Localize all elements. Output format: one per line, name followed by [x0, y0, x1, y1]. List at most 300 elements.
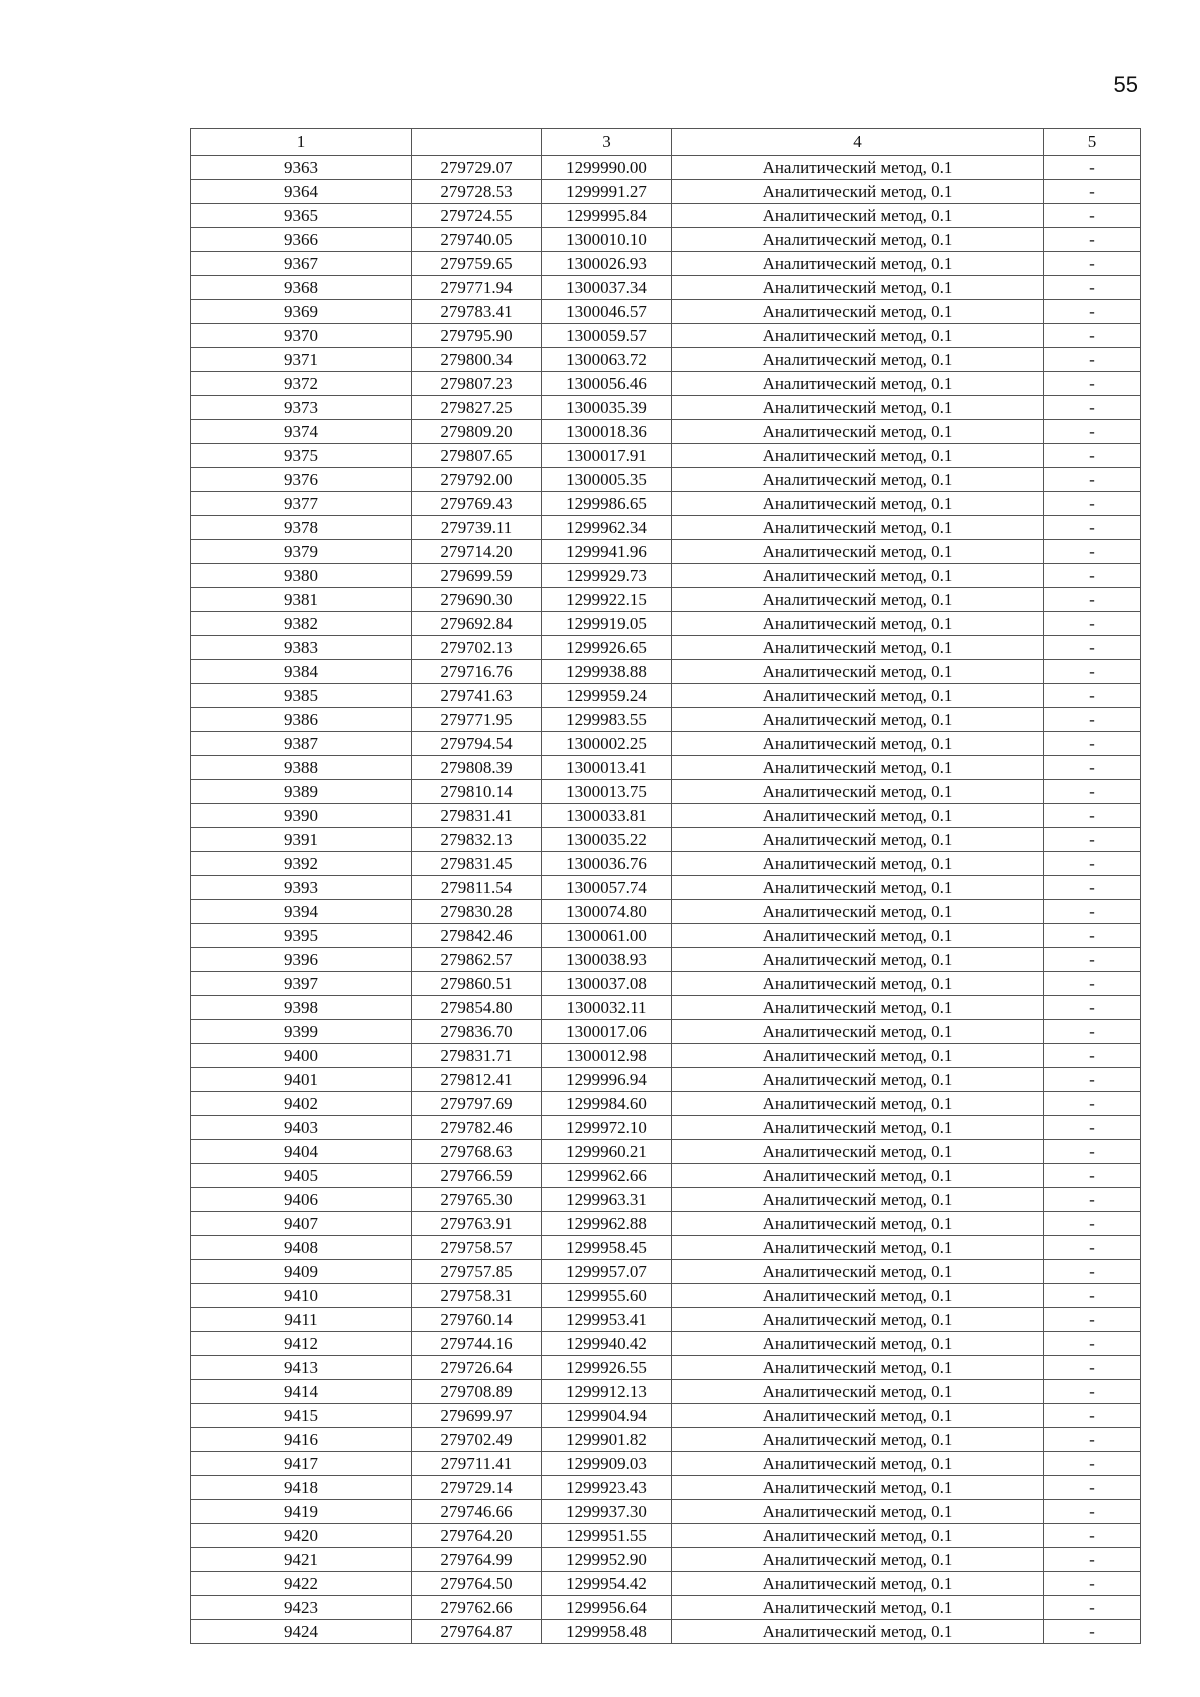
x-coordinate-cell: 279763.91 [412, 1212, 542, 1236]
method-cell: Аналитический метод, 0.1 [672, 1380, 1044, 1404]
note-cell: - [1044, 612, 1141, 636]
y-coordinate-cell: 1299960.21 [542, 1140, 672, 1164]
method-cell: Аналитический метод, 0.1 [672, 252, 1044, 276]
note-cell: - [1044, 540, 1141, 564]
x-coordinate-cell: 279807.65 [412, 444, 542, 468]
point-number-cell: 9377 [191, 492, 412, 516]
y-coordinate-cell: 1299909.03 [542, 1452, 672, 1476]
point-number-cell: 9382 [191, 612, 412, 636]
table-row [191, 492, 1141, 516]
table-row [191, 876, 1141, 900]
method-cell: Аналитический метод, 0.1 [672, 1308, 1044, 1332]
x-coordinate-cell: 279809.20 [412, 420, 542, 444]
y-coordinate-cell: 1300059.57 [542, 324, 672, 348]
x-coordinate-cell: 279692.84 [412, 612, 542, 636]
x-coordinate-cell: 279744.16 [412, 1332, 542, 1356]
note-cell: - [1044, 1020, 1141, 1044]
table-row [191, 1548, 1141, 1572]
note-cell: - [1044, 1524, 1141, 1548]
method-cell: Аналитический метод, 0.1 [672, 780, 1044, 804]
point-number-cell: 9374 [191, 420, 412, 444]
note-cell: - [1044, 948, 1141, 972]
note-cell: - [1044, 1476, 1141, 1500]
table-row [191, 1092, 1141, 1116]
method-cell: Аналитический метод, 0.1 [672, 1068, 1044, 1092]
method-cell: Аналитический метод, 0.1 [672, 540, 1044, 564]
note-cell: - [1044, 492, 1141, 516]
table-row [191, 1596, 1141, 1620]
method-cell: Аналитический метод, 0.1 [672, 1020, 1044, 1044]
note-cell: - [1044, 1548, 1141, 1572]
method-cell: Аналитический метод, 0.1 [672, 1548, 1044, 1572]
x-coordinate-cell: 279854.80 [412, 996, 542, 1020]
note-cell: - [1044, 852, 1141, 876]
note-cell: - [1044, 780, 1141, 804]
x-coordinate-cell: 279765.30 [412, 1188, 542, 1212]
x-coordinate-cell: 279827.25 [412, 396, 542, 420]
method-cell: Аналитический метод, 0.1 [672, 1116, 1044, 1140]
point-number-cell: 9395 [191, 924, 412, 948]
note-cell: - [1044, 1596, 1141, 1620]
note-cell: - [1044, 996, 1141, 1020]
note-cell: - [1044, 348, 1141, 372]
method-cell: Аналитический метод, 0.1 [672, 492, 1044, 516]
y-coordinate-cell: 1299938.88 [542, 660, 672, 684]
point-number-cell: 9422 [191, 1572, 412, 1596]
note-cell: - [1044, 588, 1141, 612]
y-coordinate-cell: 1300063.72 [542, 348, 672, 372]
note-cell: - [1044, 300, 1141, 324]
method-cell: Аналитический метод, 0.1 [672, 660, 1044, 684]
point-number-cell: 9364 [191, 180, 412, 204]
table-row [191, 924, 1141, 948]
table-row [191, 684, 1141, 708]
y-coordinate-cell: 1300018.36 [542, 420, 672, 444]
method-cell: Аналитический метод, 0.1 [672, 1620, 1044, 1644]
point-number-cell: 9397 [191, 972, 412, 996]
table-row [191, 828, 1141, 852]
y-coordinate-cell: 1299959.24 [542, 684, 672, 708]
method-cell: Аналитический метод, 0.1 [672, 876, 1044, 900]
table-row [191, 540, 1141, 564]
note-cell: - [1044, 1044, 1141, 1068]
note-cell: - [1044, 1236, 1141, 1260]
point-number-cell: 9417 [191, 1452, 412, 1476]
table-row [191, 660, 1141, 684]
note-cell: - [1044, 444, 1141, 468]
table-row [191, 1500, 1141, 1524]
note-cell: - [1044, 180, 1141, 204]
y-coordinate-cell: 1300012.98 [542, 1044, 672, 1068]
y-coordinate-cell: 1299940.42 [542, 1332, 672, 1356]
table-row [191, 1044, 1141, 1068]
note-cell: - [1044, 1140, 1141, 1164]
y-coordinate-cell: 1299926.65 [542, 636, 672, 660]
note-cell: - [1044, 636, 1141, 660]
table-row [191, 348, 1141, 372]
note-cell: - [1044, 1284, 1141, 1308]
x-coordinate-cell: 279836.70 [412, 1020, 542, 1044]
method-cell: Аналитический метод, 0.1 [672, 612, 1044, 636]
point-number-cell: 9409 [191, 1260, 412, 1284]
y-coordinate-cell: 1299956.64 [542, 1596, 672, 1620]
table-row [191, 636, 1141, 660]
x-coordinate-cell: 279862.57 [412, 948, 542, 972]
x-coordinate-cell: 279711.41 [412, 1452, 542, 1476]
y-coordinate-cell: 1299995.84 [542, 204, 672, 228]
x-coordinate-cell: 279690.30 [412, 588, 542, 612]
table-row [191, 1476, 1141, 1500]
y-coordinate-cell: 1299986.65 [542, 492, 672, 516]
y-coordinate-cell: 1299953.41 [542, 1308, 672, 1332]
y-coordinate-cell: 1299929.73 [542, 564, 672, 588]
x-coordinate-cell: 279771.95 [412, 708, 542, 732]
note-cell: - [1044, 1380, 1141, 1404]
y-coordinate-cell: 1300032.11 [542, 996, 672, 1020]
method-cell: Аналитический метод, 0.1 [672, 1428, 1044, 1452]
y-coordinate-cell: 1300035.22 [542, 828, 672, 852]
method-cell: Аналитический метод, 0.1 [672, 396, 1044, 420]
note-cell: - [1044, 1116, 1141, 1140]
table-row [191, 1572, 1141, 1596]
table-row [191, 204, 1141, 228]
method-cell: Аналитический метод, 0.1 [672, 444, 1044, 468]
method-cell: Аналитический метод, 0.1 [672, 1236, 1044, 1260]
x-coordinate-cell: 279831.45 [412, 852, 542, 876]
y-coordinate-cell: 1300038.93 [542, 948, 672, 972]
point-number-cell: 9366 [191, 228, 412, 252]
x-coordinate-cell: 279729.07 [412, 156, 542, 180]
point-number-cell: 9400 [191, 1044, 412, 1068]
point-number-cell: 9411 [191, 1308, 412, 1332]
note-cell: - [1044, 1308, 1141, 1332]
point-number-cell: 9386 [191, 708, 412, 732]
table-row [191, 1428, 1141, 1452]
y-coordinate-cell: 1300036.76 [542, 852, 672, 876]
table-row [191, 1620, 1141, 1644]
header-col-3: 3 [542, 129, 672, 156]
y-coordinate-cell: 1300061.00 [542, 924, 672, 948]
y-coordinate-cell: 1299958.48 [542, 1620, 672, 1644]
method-cell: Аналитический метод, 0.1 [672, 372, 1044, 396]
point-number-cell: 9363 [191, 156, 412, 180]
point-number-cell: 9387 [191, 732, 412, 756]
method-cell: Аналитический метод, 0.1 [672, 1452, 1044, 1476]
method-cell: Аналитический метод, 0.1 [672, 300, 1044, 324]
point-number-cell: 9406 [191, 1188, 412, 1212]
method-cell: Аналитический метод, 0.1 [672, 1044, 1044, 1068]
x-coordinate-cell: 279757.85 [412, 1260, 542, 1284]
note-cell: - [1044, 252, 1141, 276]
table-row [191, 1452, 1141, 1476]
note-cell: - [1044, 1356, 1141, 1380]
y-coordinate-cell: 1299926.55 [542, 1356, 672, 1380]
table-body [191, 156, 1141, 1644]
table-row [191, 1332, 1141, 1356]
x-coordinate-cell: 279714.20 [412, 540, 542, 564]
header-col-5: 5 [1044, 129, 1141, 156]
table-row [191, 1524, 1141, 1548]
note-cell: - [1044, 276, 1141, 300]
x-coordinate-cell: 279728.53 [412, 180, 542, 204]
note-cell: - [1044, 1068, 1141, 1092]
point-number-cell: 9398 [191, 996, 412, 1020]
x-coordinate-cell: 279842.46 [412, 924, 542, 948]
note-cell: - [1044, 204, 1141, 228]
method-cell: Аналитический метод, 0.1 [672, 204, 1044, 228]
table-row [191, 756, 1141, 780]
point-number-cell: 9367 [191, 252, 412, 276]
point-number-cell: 9375 [191, 444, 412, 468]
point-number-cell: 9402 [191, 1092, 412, 1116]
note-cell: - [1044, 660, 1141, 684]
method-cell: Аналитический метод, 0.1 [672, 1188, 1044, 1212]
table-row [191, 444, 1141, 468]
point-number-cell: 9401 [191, 1068, 412, 1092]
coordinates-table [190, 128, 1141, 1644]
y-coordinate-cell: 1300017.91 [542, 444, 672, 468]
method-cell: Аналитический метод, 0.1 [672, 708, 1044, 732]
x-coordinate-cell: 279783.41 [412, 300, 542, 324]
table-row [191, 396, 1141, 420]
point-number-cell: 9404 [191, 1140, 412, 1164]
method-cell: Аналитический метод, 0.1 [672, 1332, 1044, 1356]
point-number-cell: 9421 [191, 1548, 412, 1572]
y-coordinate-cell: 1299952.90 [542, 1548, 672, 1572]
note-cell: - [1044, 732, 1141, 756]
y-coordinate-cell: 1299904.94 [542, 1404, 672, 1428]
x-coordinate-cell: 279831.71 [412, 1044, 542, 1068]
table-row [191, 612, 1141, 636]
point-number-cell: 9424 [191, 1620, 412, 1644]
table-row [191, 1260, 1141, 1284]
table-row [191, 228, 1141, 252]
header-col-1: 1 [191, 129, 412, 156]
x-coordinate-cell: 279764.20 [412, 1524, 542, 1548]
y-coordinate-cell: 1299951.55 [542, 1524, 672, 1548]
point-number-cell: 9412 [191, 1332, 412, 1356]
note-cell: - [1044, 1572, 1141, 1596]
point-number-cell: 9376 [191, 468, 412, 492]
note-cell: - [1044, 804, 1141, 828]
note-cell: - [1044, 684, 1141, 708]
x-coordinate-cell: 279699.59 [412, 564, 542, 588]
method-cell: Аналитический метод, 0.1 [672, 348, 1044, 372]
x-coordinate-cell: 279758.57 [412, 1236, 542, 1260]
method-cell: Аналитический метод, 0.1 [672, 156, 1044, 180]
table-row [191, 1140, 1141, 1164]
note-cell: - [1044, 564, 1141, 588]
y-coordinate-cell: 1300074.80 [542, 900, 672, 924]
note-cell: - [1044, 1428, 1141, 1452]
y-coordinate-cell: 1300002.25 [542, 732, 672, 756]
table-row [191, 1020, 1141, 1044]
point-number-cell: 9391 [191, 828, 412, 852]
x-coordinate-cell: 279771.94 [412, 276, 542, 300]
y-coordinate-cell: 1299963.31 [542, 1188, 672, 1212]
method-cell: Аналитический метод, 0.1 [672, 516, 1044, 540]
point-number-cell: 9392 [191, 852, 412, 876]
note-cell: - [1044, 1332, 1141, 1356]
note-cell: - [1044, 420, 1141, 444]
point-number-cell: 9371 [191, 348, 412, 372]
table-row [191, 1284, 1141, 1308]
y-coordinate-cell: 1299996.94 [542, 1068, 672, 1092]
method-cell: Аналитический метод, 0.1 [672, 1092, 1044, 1116]
y-coordinate-cell: 1299958.45 [542, 1236, 672, 1260]
table-row [191, 948, 1141, 972]
point-number-cell: 9380 [191, 564, 412, 588]
note-cell: - [1044, 1212, 1141, 1236]
point-number-cell: 9420 [191, 1524, 412, 1548]
table-row [191, 420, 1141, 444]
table-row [191, 516, 1141, 540]
note-cell: - [1044, 900, 1141, 924]
x-coordinate-cell: 279758.31 [412, 1284, 542, 1308]
y-coordinate-cell: 1300037.34 [542, 276, 672, 300]
x-coordinate-cell: 279768.63 [412, 1140, 542, 1164]
note-cell: - [1044, 324, 1141, 348]
note-cell: - [1044, 1620, 1141, 1644]
y-coordinate-cell: 1299923.43 [542, 1476, 672, 1500]
point-number-cell: 9415 [191, 1404, 412, 1428]
note-cell: - [1044, 1500, 1141, 1524]
method-cell: Аналитический метод, 0.1 [672, 1260, 1044, 1284]
note-cell: - [1044, 1092, 1141, 1116]
table-row [191, 180, 1141, 204]
table-row [191, 996, 1141, 1020]
x-coordinate-cell: 279832.13 [412, 828, 542, 852]
point-number-cell: 9414 [191, 1380, 412, 1404]
y-coordinate-cell: 1300046.57 [542, 300, 672, 324]
y-coordinate-cell: 1300013.41 [542, 756, 672, 780]
y-coordinate-cell: 1299990.00 [542, 156, 672, 180]
table-row [191, 1188, 1141, 1212]
method-cell: Аналитический метод, 0.1 [672, 276, 1044, 300]
y-coordinate-cell: 1299962.34 [542, 516, 672, 540]
note-cell: - [1044, 1188, 1141, 1212]
table-row [191, 156, 1141, 180]
method-cell: Аналитический метод, 0.1 [672, 900, 1044, 924]
y-coordinate-cell: 1300037.08 [542, 972, 672, 996]
method-cell: Аналитический метод, 0.1 [672, 1164, 1044, 1188]
point-number-cell: 9407 [191, 1212, 412, 1236]
note-cell: - [1044, 1164, 1141, 1188]
method-cell: Аналитический метод, 0.1 [672, 324, 1044, 348]
x-coordinate-cell: 279808.39 [412, 756, 542, 780]
method-cell: Аналитический метод, 0.1 [672, 1596, 1044, 1620]
x-coordinate-cell: 279699.97 [412, 1404, 542, 1428]
method-cell: Аналитический метод, 0.1 [672, 852, 1044, 876]
point-number-cell: 9381 [191, 588, 412, 612]
note-cell: - [1044, 228, 1141, 252]
table-row [191, 372, 1141, 396]
method-cell: Аналитический метод, 0.1 [672, 564, 1044, 588]
method-cell: Аналитический метод, 0.1 [672, 1500, 1044, 1524]
point-number-cell: 9410 [191, 1284, 412, 1308]
y-coordinate-cell: 1299983.55 [542, 708, 672, 732]
note-cell: - [1044, 1452, 1141, 1476]
point-number-cell: 9385 [191, 684, 412, 708]
method-cell: Аналитический метод, 0.1 [672, 684, 1044, 708]
y-coordinate-cell: 1299912.13 [542, 1380, 672, 1404]
y-coordinate-cell: 1299955.60 [542, 1284, 672, 1308]
table-row [191, 732, 1141, 756]
method-cell: Аналитический метод, 0.1 [672, 1476, 1044, 1500]
method-cell: Аналитический метод, 0.1 [672, 972, 1044, 996]
method-cell: Аналитический метод, 0.1 [672, 996, 1044, 1020]
x-coordinate-cell: 279741.63 [412, 684, 542, 708]
y-coordinate-cell: 1299922.15 [542, 588, 672, 612]
method-cell: Аналитический метод, 0.1 [672, 732, 1044, 756]
method-cell: Аналитический метод, 0.1 [672, 1524, 1044, 1548]
point-number-cell: 9369 [191, 300, 412, 324]
x-coordinate-cell: 279708.89 [412, 1380, 542, 1404]
method-cell: Аналитический метод, 0.1 [672, 1356, 1044, 1380]
y-coordinate-cell: 1299901.82 [542, 1428, 672, 1452]
table-row [191, 468, 1141, 492]
x-coordinate-cell: 279807.23 [412, 372, 542, 396]
x-coordinate-cell: 279830.28 [412, 900, 542, 924]
method-cell: Аналитический метод, 0.1 [672, 1140, 1044, 1164]
y-coordinate-cell: 1300005.35 [542, 468, 672, 492]
x-coordinate-cell: 279810.14 [412, 780, 542, 804]
point-number-cell: 9370 [191, 324, 412, 348]
point-number-cell: 9379 [191, 540, 412, 564]
table-row [191, 1116, 1141, 1140]
x-coordinate-cell: 279769.43 [412, 492, 542, 516]
table-row [191, 900, 1141, 924]
table-row [191, 300, 1141, 324]
x-coordinate-cell: 279759.65 [412, 252, 542, 276]
note-cell: - [1044, 972, 1141, 996]
note-cell: - [1044, 1260, 1141, 1284]
x-coordinate-cell: 279702.49 [412, 1428, 542, 1452]
point-number-cell: 9403 [191, 1116, 412, 1140]
method-cell: Аналитический метод, 0.1 [672, 924, 1044, 948]
y-coordinate-cell: 1300010.10 [542, 228, 672, 252]
y-coordinate-cell: 1300057.74 [542, 876, 672, 900]
y-coordinate-cell: 1299972.10 [542, 1116, 672, 1140]
table-row [191, 252, 1141, 276]
point-number-cell: 9423 [191, 1596, 412, 1620]
table-row [191, 1356, 1141, 1380]
table-row [191, 972, 1141, 996]
note-cell: - [1044, 156, 1141, 180]
table-row [191, 852, 1141, 876]
point-number-cell: 9405 [191, 1164, 412, 1188]
note-cell: - [1044, 468, 1141, 492]
x-coordinate-cell: 279764.99 [412, 1548, 542, 1572]
y-coordinate-cell: 1299919.05 [542, 612, 672, 636]
x-coordinate-cell: 279746.66 [412, 1500, 542, 1524]
point-number-cell: 9368 [191, 276, 412, 300]
x-coordinate-cell: 279811.54 [412, 876, 542, 900]
table-row [191, 1068, 1141, 1092]
point-number-cell: 9418 [191, 1476, 412, 1500]
note-cell: - [1044, 396, 1141, 420]
x-coordinate-cell: 279800.34 [412, 348, 542, 372]
y-coordinate-cell: 1299984.60 [542, 1092, 672, 1116]
point-number-cell: 9365 [191, 204, 412, 228]
x-coordinate-cell: 279782.46 [412, 1116, 542, 1140]
y-coordinate-cell: 1300033.81 [542, 804, 672, 828]
table-row [191, 708, 1141, 732]
method-cell: Аналитический метод, 0.1 [672, 828, 1044, 852]
table-header-row [191, 129, 1141, 156]
point-number-cell: 9413 [191, 1356, 412, 1380]
x-coordinate-cell: 279797.69 [412, 1092, 542, 1116]
